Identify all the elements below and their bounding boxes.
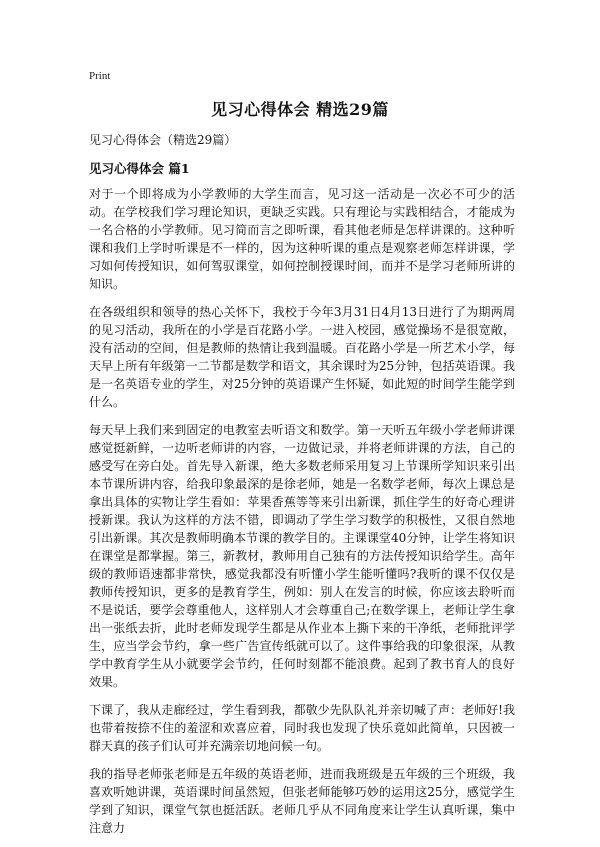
body-text — [89, 185, 515, 847]
print-link[interactable]: Print — [89, 70, 111, 82]
document-subtitle: 见习心得体会（精选29篇） — [89, 133, 237, 147]
paragraph: 对于一个即将成为小学教师的大学生而言，见习这一活动是一次必不可少的活动。在学校我们学习理论知识，更缺乏实践。只有理论与实践相结合，才能成为一名合格的小学教师。见习简而言之即听课，看其他老师是怎样讲课的。这种听课和我们上学时听课是不一样的，因为这种听课的重点是观察老师怎样讲课，学习如何传授知识，如何驾驭课堂，如何控制授课时间，而并不是学习老师所讲的知识。 — [89, 187, 515, 291]
document-title: 见习心得体会 精选29篇 — [211, 100, 389, 119]
paragraph: 我的指导老师张老师是五年级的英语老师，进而我班级是五年级的三个班级，我喜欢听她讲课，英语课时间虽然短，但张老师能够巧妙的运用这25分，感觉学生学到了知识，课堂气氛也挺活跃。老师几乎从不同角度来让学生认真听课，集中注意力 — [89, 767, 515, 835]
paragraph: 每天早上我们来到固定的电教室去听语文和数学。第一天听五年级小学老师讲课感觉挺新鲜，一边听老师讲的内容，一边做记录，并将老师讲课的方法，自己的感受写在旁白处。首先导入新课，绝大多数老师采用复习上节课所学知识来引出本节课所讲内容，给我印象最深的是徐老师，她是一名数学老师，每次上课总是拿出具体的实物让学生看如：苹果香蕉等等来引出新课，抓住学生的好奇心理讲授新课。我认为这样的方法不错，即调动了学生学习数学的积极性，又很自然地引出新课。其次是教师明确本节课的教学目的。主课课堂40分钟，让学生将知识在课堂是都掌握。第三，新教材，教师用自己独有的方法传授知识给学生。高年级的教师语速都非常快，感觉我都没有听懂小学生能听懂吗?我听的课不仅仅是教师传授知识，更多的是教育学生，例如：别人在发言的时候，你应该去聆听而不是说话，要学会尊重他人，这样别人才会尊重自己;在数学课上，老师让学生拿出一张纸去折，此时老师发现学生都是从作业本上撕下来的干净纸，老师批评学生，应当学会节约，拿一些广告宣传纸就可以了。这件事给我的印象很深，从教学中教育学生从小就要学会节约，任何时刻都不能浪费。起到了教书育人的良好效果。 — [89, 423, 515, 689]
paragraph: 下课了，我从走廊经过，学生看到我，都敬少先队队礼并亲切喊了声：老师好!我也带着按捺不住的羞涩和欢喜应着，同时我也发现了快乐竟如此简单，只因被一群天真的孩子们认可并充满亲切地问候一句。 — [89, 703, 515, 753]
section-heading: 见习心得体会 篇1 — [89, 161, 190, 176]
paragraph: 在各级组织和领导的热心关怀下，我校于今年3月31日4月13日进行了为期两周的见习活动，我所在的小学是百花路小学。一进入校园，感觉操场不是很宽敞，没有活动的空间，但是教师的热情让我到温暖。百花路小学是一所艺术小学，每天早上所有年级第一二节都是数学和语文，其余课时为25分钟，包括英语课。我是一名英语专业的学生，对25分钟的英语课产生怀疑，如此短的时间学生能学到什么。 — [89, 305, 515, 409]
